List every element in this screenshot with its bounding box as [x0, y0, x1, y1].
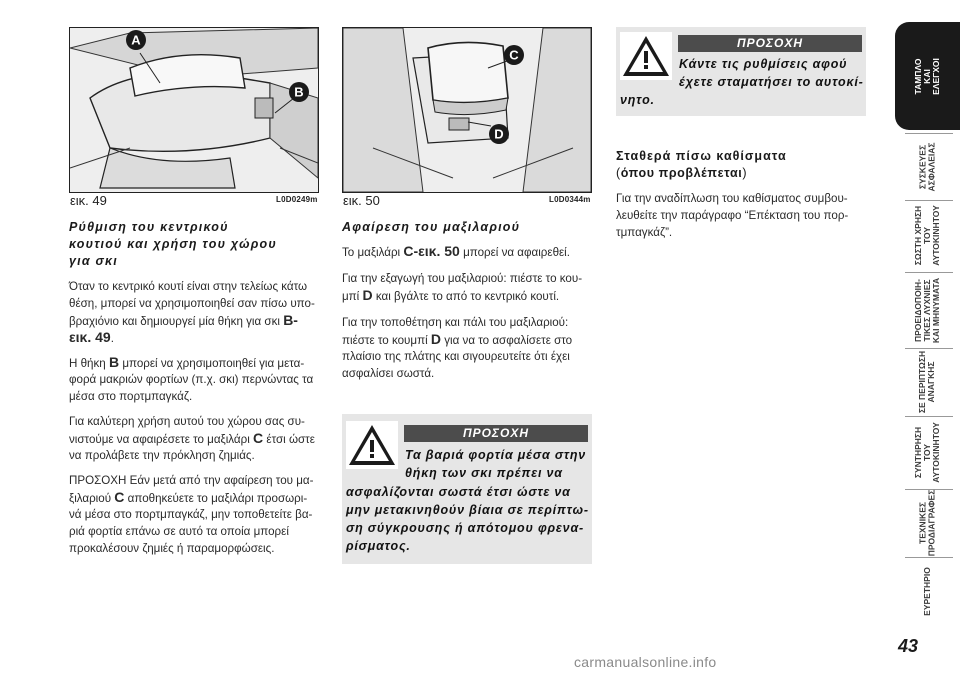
ski-box-heading-line-2: κουτιού και χρήση του χώρου [69, 237, 277, 251]
fixed-seats-heading: Σταθερά πίσω καθίσματα [616, 149, 787, 163]
tab-warning-lights[interactable] [895, 275, 960, 345]
tab-divider [905, 200, 953, 201]
tab-dashboard-controls[interactable] [895, 22, 960, 130]
col1-para2-line-2: φορά μακριών φορτίων (π.χ. σκι) περνώντας τα [69, 373, 314, 386]
col1-para1-end: . [110, 332, 114, 345]
col1-para3-line-2 [69, 430, 321, 448]
remove-cushion-heading: Αφαίρεση του μαξιλαριού [342, 220, 521, 234]
figure-50-caption: εικ. 50 [343, 193, 380, 208]
col1-para2-rest: μπορεί να χρησιμοποιηθεί για μετα- [122, 357, 305, 370]
col2-para2-line-1: Για την εξαγωγή του μαξιλαριού: πιέστε το κου- [342, 272, 583, 285]
col1-para4-line-5: προκαλέσουν ζημιές ή παραμορφώσεις. [69, 542, 275, 555]
col3-para-line-3: τμπαγκάζ”. [616, 226, 673, 239]
col1-para4-ref: C [114, 489, 125, 505]
tab-index-label: ΕΥΡΕΤΗΡΙΟ [922, 566, 932, 616]
col1-para3-prefix: νιστούμε να αφαιρέσετε το μαξιλάρι [69, 433, 250, 446]
ski-warning-line-1: Τα βαριά φορτία μέσα στην [405, 448, 587, 462]
col1-para4-line-1: ΠΡΟΣΟΧΗ Εάν μετά από την αφαίρεση του μα- [69, 474, 314, 487]
col1-para3-line-1: Για καλύτερη χρήση αυτού του χώρου σας συ- [69, 415, 305, 428]
col3-para-line-2: λευθείτε την παράγραφο “Επέκταση του πορ- [616, 209, 849, 222]
warning-triangle-icon [620, 32, 672, 80]
adjust-warning-line-3: νητο. [620, 93, 655, 107]
col1-para1-line-1: Όταν το κεντρικό κουτί είναι στην τελείως κάτω [69, 280, 308, 293]
tab-divider [905, 416, 953, 417]
page-number: 43 [898, 636, 919, 656]
col1-para1-line-3-text: βραχιόνιο και δημιουργεί μία θήκη για σκι [69, 315, 280, 328]
col2-para1-ref: C-εικ. 50 [403, 243, 460, 259]
adjust-warning-title: ΠΡΟΣΟΧΗ [678, 35, 862, 52]
adjust-warning-line-2: έχετε σταματήσει το αυτοκί- [679, 75, 864, 89]
ski-warning-line-5: ση σύγκρουσης ή απότομου φρενα- [346, 521, 584, 535]
col2-para3-line-1: Για την τοποθέτηση και πάλι του μαξιλαριού: [342, 316, 569, 329]
ski-warning-line-3: ασφαλίζονται σωστά έτσι ώστε να [346, 485, 571, 499]
marker-c-label: C [509, 47, 519, 63]
ski-warning-line-4: μην μετακινηθούν βίαια σε περίπτω- [346, 503, 589, 517]
col1-para1-line-3 [69, 312, 321, 330]
tab-divider [905, 557, 953, 558]
figure-50 [342, 27, 592, 193]
tab-divider [905, 348, 953, 349]
tab-safety-devices[interactable] [895, 136, 960, 198]
figure-49-caption: εικ. 49 [70, 193, 107, 208]
ski-warning-title: ΠΡΟΣΟΧΗ [404, 425, 588, 442]
col2-para3-line-3: πλαίσιο της πλάτης και σιγουρευτείτε ότι έχει [342, 350, 570, 363]
col1-para3-ref: C [253, 430, 264, 446]
tab-divider [905, 133, 953, 134]
marker-b-label: B [294, 84, 304, 100]
col2-para2-rest: και βγάλτε το από το κεντρικό κουτί. [375, 290, 560, 303]
figure-49 [69, 27, 319, 193]
col1-para2-ref: B [108, 354, 120, 370]
tab-warning-lights-label: ΠΡΟΕΙΔΟΠΟΙΗ- ΤΙΚΕΣ ΛΥΧΝΙΕΣ ΚΑΙ ΜΗΝΥΜΑΤΑ [913, 277, 941, 343]
figure-49-illustration [70, 28, 318, 192]
col1-para1-ref-b: B- [283, 312, 298, 328]
col1-para4-line-3: νά μέσα στο πορτμπαγκάζ, μην τοποθετείτε βα- [69, 508, 313, 521]
tab-emergency-label: ΣΕ ΠΕΡΙΠΤΩΣΗ ΑΝΑΓΚΗΣ [917, 350, 937, 414]
col1-para2-line-1 [69, 354, 321, 372]
tab-technical-specs[interactable] [895, 489, 960, 557]
col1-para4-line-2 [69, 489, 321, 507]
col1-para1-line-4 [69, 329, 321, 347]
figure-50-code: L0D0344m [549, 195, 591, 204]
subheading-close-paren: ) [742, 166, 748, 180]
col1-para3-line-3: να προλάβετε την πρόκληση ζημιάς. [69, 449, 255, 462]
tab-emergency[interactable] [895, 351, 960, 413]
tab-safety-devices-label: ΣΥΣΚΕΥΕΣ ΑΣΦΑΛΕΙΑΣ [917, 142, 937, 192]
warning-triangle-icon [346, 421, 398, 469]
watermark-text: carmanualsonline.info [574, 654, 717, 670]
col1-para2-prefix: Η θήκη [69, 357, 106, 370]
col2-para1 [342, 243, 594, 261]
col1-para4-line-4: ριά φορτία επάνω σε αυτό τα οποία μπορεί [69, 525, 289, 538]
tab-maintenance-label: ΣΥΝΤΗΡΗΣΗ ΤΟΥ ΑΥΤΟΚΙΝΗΤΟΥ [912, 421, 941, 483]
col2-para3-line-4: ασφαλίσει σωστά. [342, 367, 435, 380]
col1-para1-line-2: θέση, μπορεί να χρησιμοποιηθεί σαν πίσω υπο- [69, 297, 315, 310]
col2-para3-prefix: πιέστε το κουμπί [342, 334, 428, 347]
col2-para2-line-2 [342, 287, 594, 305]
tab-maintenance[interactable] [895, 419, 960, 485]
col1-para4-prefix: ξιλαριού [69, 492, 112, 505]
ski-warning-line-2: θήκη των σκι πρέπει να [405, 466, 563, 480]
tab-correct-use-label: ΣΩΣΤΗ ΧΡΗΣΗ ΤΟΥ ΑΥΤΟΚΙΝΗΤΟΥ [912, 205, 941, 266]
col3-para-line-1: Για την αναδίπλωση του καθίσματος συμβου- [616, 192, 848, 205]
tab-correct-use[interactable] [895, 203, 960, 268]
col2-para1-prefix: Το μαξιλάρι [342, 246, 401, 259]
col1-para1-ref-fig: εικ. 49 [69, 329, 111, 345]
tab-dashboard-controls-label: ΤΑΜΠΛΟ ΚΑΙ ΕΛΕΓΧΟΙ [912, 57, 941, 95]
subheading-open-paren: ( [616, 166, 621, 180]
col2-para1-rest: μπορεί να αφαιρεθεί. [463, 246, 570, 259]
col1-para4-rest: αποθηκεύετε το μαξιλάρι προσωρι- [127, 492, 308, 505]
figure-49-code: L0D0249m [276, 195, 318, 204]
col2-para3-ref: D [430, 331, 442, 347]
tab-technical-specs-label: ΤΕΧΝΙΚΕΣ ΠΡΟΔΙΑΓΡΑΦΕΣ [917, 489, 937, 557]
col1-para3-rest: έτσι ώστε [266, 433, 315, 446]
col1-para2-line-3: μέσα στο πορτμπαγκάζ. [69, 390, 193, 403]
tab-divider [905, 272, 953, 273]
subheading-bold: όπου προβλέπεται [620, 166, 743, 180]
col2-para3-line-2 [342, 331, 594, 349]
ski-box-heading-line-1: Ρύθμιση του κεντρικού [69, 220, 229, 234]
marker-a-label: A [131, 32, 141, 48]
figure-50-illustration [343, 28, 591, 192]
ski-box-heading-line-3: για σκι [69, 254, 118, 268]
adjust-warning-line-1: Κάντε τις ρυθμίσεις αφού [679, 57, 848, 71]
ski-warning-line-6: ρίσματος. [346, 539, 411, 553]
tab-index[interactable] [895, 560, 960, 622]
marker-d-label: D [494, 126, 504, 142]
fixed-seats-subheading [616, 165, 747, 182]
col2-para2-prefix: μπί [342, 290, 360, 303]
col2-para2-ref: D [362, 287, 373, 303]
col2-para3-rest: για να το ασφαλίσετε στο [444, 334, 573, 347]
